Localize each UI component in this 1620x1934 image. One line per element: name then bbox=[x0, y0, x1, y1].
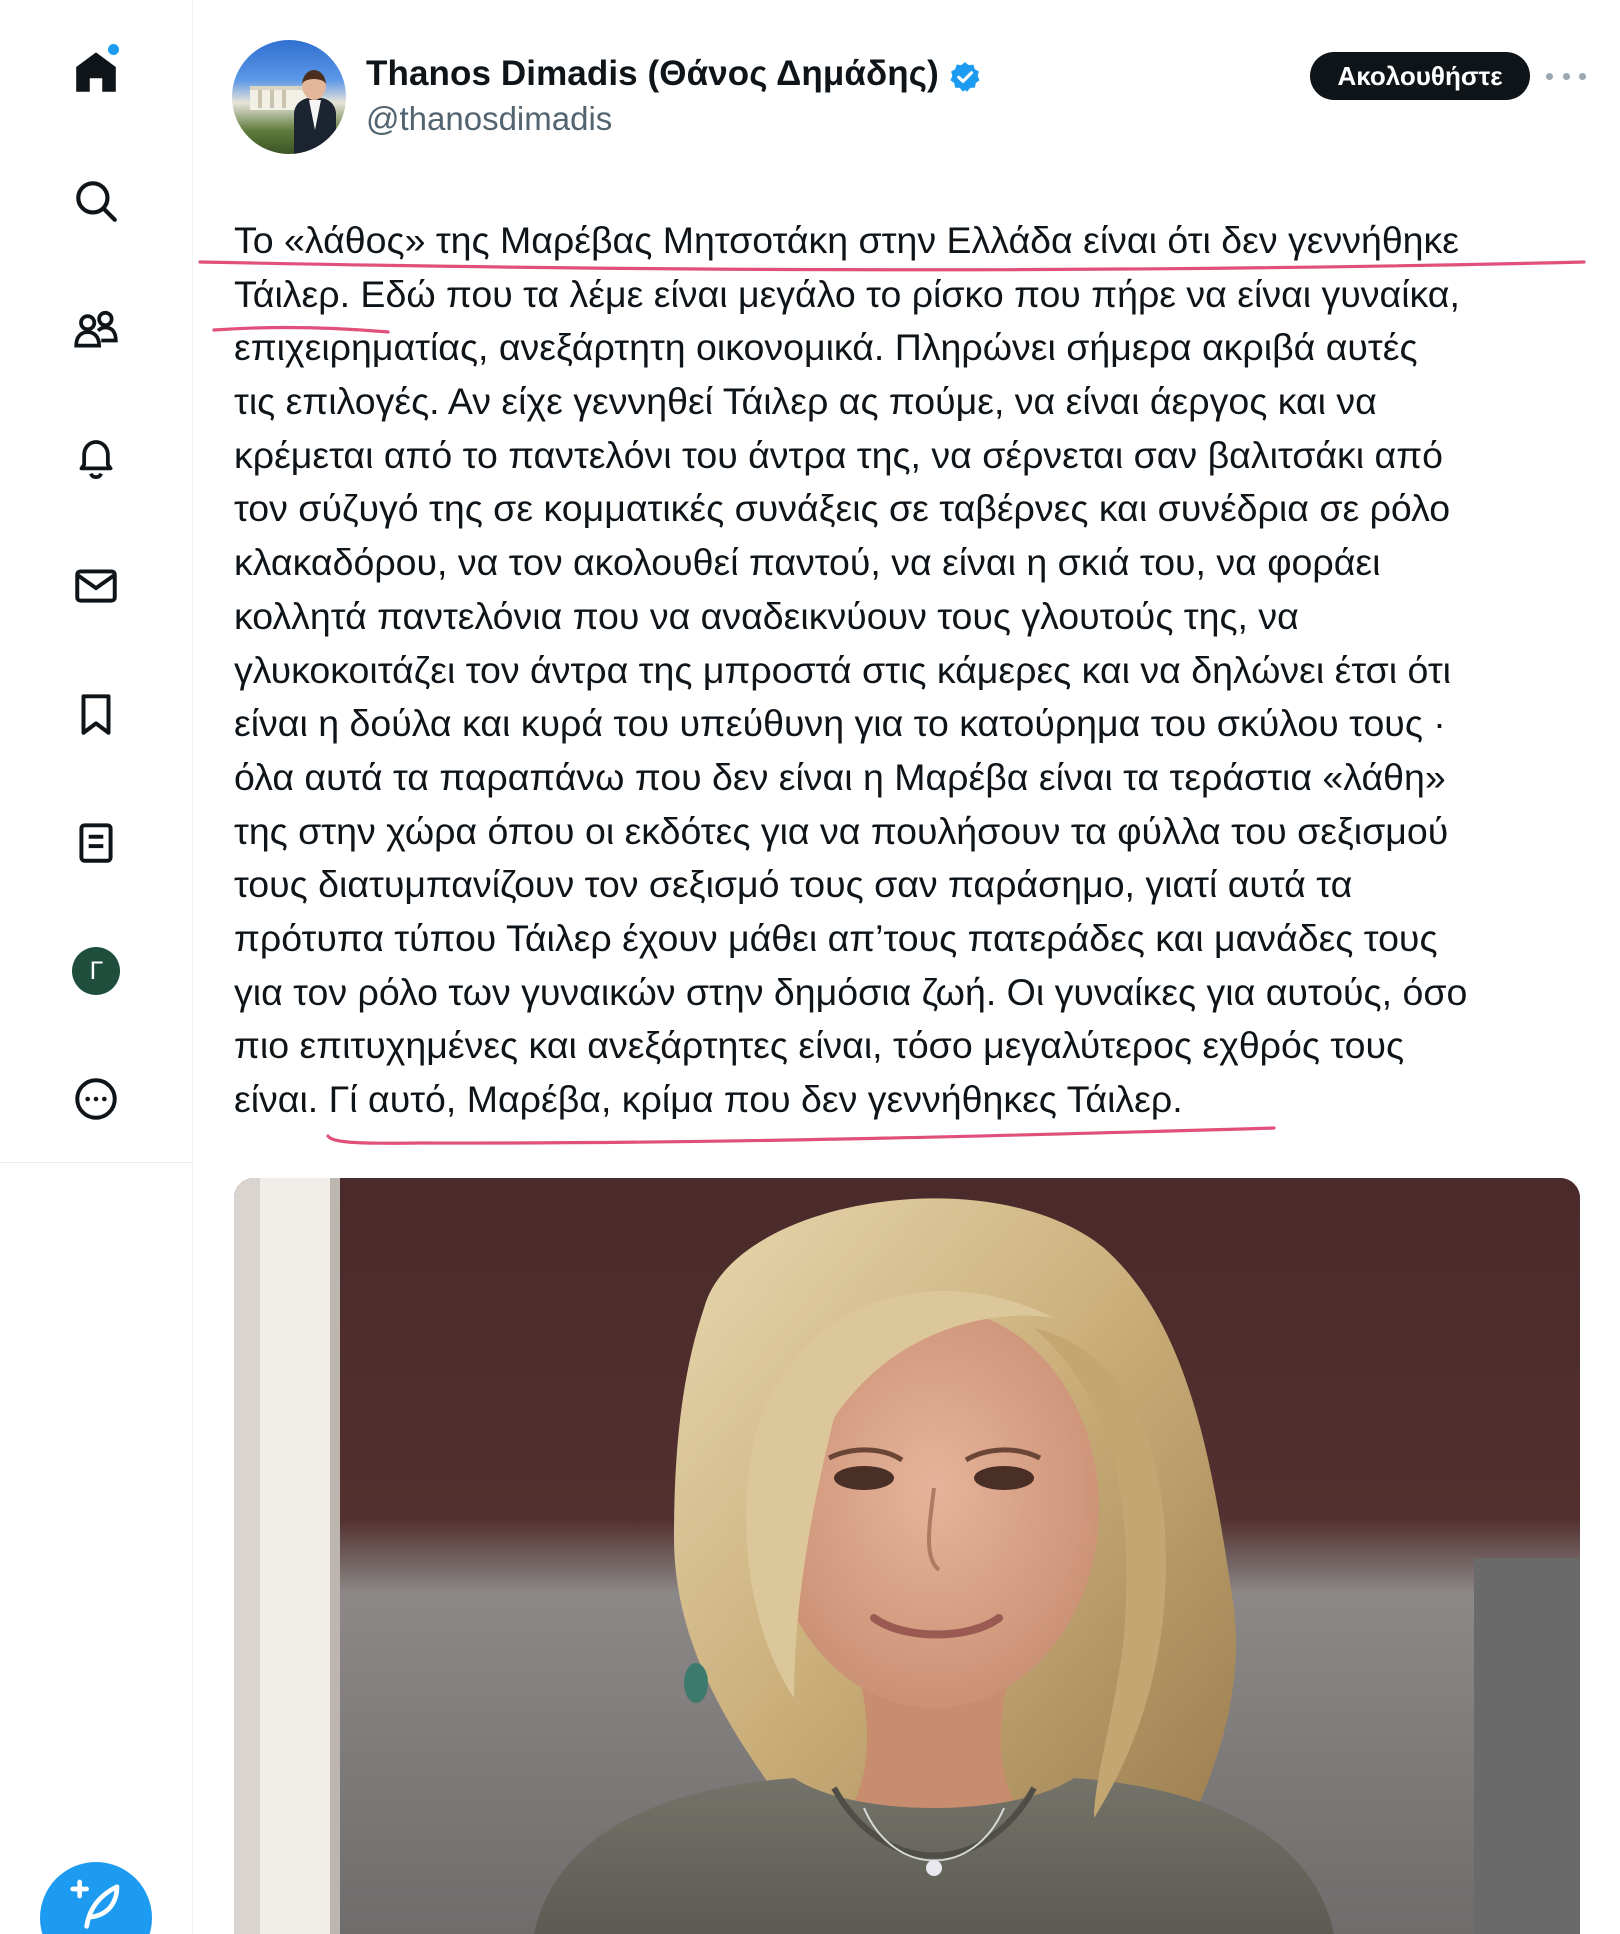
sidebar-item-bookmarks[interactable] bbox=[62, 680, 130, 748]
search-icon bbox=[71, 176, 121, 226]
post-text-line: πιο επιτυχημένες και ανεξάρτητες είναι, τόσο μεγαλύτερος εχθρός τους bbox=[234, 1024, 1405, 1067]
post-text-line: Τάιλερ. Εδώ που τα λέμε είναι μεγάλο το ρίσκο που πήρε να είναι γυναίκα, bbox=[234, 272, 1460, 315]
post-text-line: της στην χώρα όπου οι εκδότες για να πουλήσουν τα φύλλα του σεξισμού bbox=[234, 809, 1449, 852]
post-media-photo[interactable] bbox=[234, 1178, 1580, 1934]
compose-button[interactable] bbox=[40, 1862, 152, 1934]
bell-icon bbox=[71, 433, 121, 483]
sidebar-item-home[interactable] bbox=[62, 38, 130, 106]
underline-stroke bbox=[328, 1128, 1274, 1143]
post-text-line: τις επιλογές. Αν είχε γεννηθεί Τάιλερ ας πούμε, να είναι άεργος και να bbox=[234, 380, 1377, 423]
sidebar-divider bbox=[0, 1162, 193, 1163]
post-text-line: κρέμεται από το παντελόνι του άντρα της, να σέρνεται σαν βαλιτσάκι από bbox=[234, 433, 1443, 476]
post-text-line: για τον ρόλο των γυναικών στην δημόσια ζωή. Οι γυναίκες για αυτούς, όσο bbox=[234, 970, 1468, 1013]
sidebar-nav bbox=[0, 0, 193, 1934]
post-text-line: τον σύζυγό της σε κομματικές συνάξεις σε ταβέρνες και συνέδρια σε ρόλο bbox=[234, 487, 1451, 530]
author-name[interactable]: Thanos Dimadis (Θάνος Δημάδης) bbox=[366, 54, 939, 93]
avatar: Γ bbox=[72, 947, 120, 995]
post-text-line: όλα αυτά τα παραπάνω που δεν είναι η Μαρέβα είναι τα τεράστια «λάθη» bbox=[234, 755, 1446, 798]
post-text bbox=[234, 214, 1594, 1127]
post-text-line: πρότυπα τύπου Τάιλερ έχουν μάθει απ’τους πατεράδες και μανάδες τους bbox=[234, 916, 1438, 959]
more-dot-icon bbox=[1563, 73, 1570, 80]
people-icon bbox=[71, 304, 121, 354]
author-avatar[interactable] bbox=[232, 40, 346, 154]
sidebar-item-explore[interactable] bbox=[62, 167, 130, 235]
more-circle-icon bbox=[71, 1074, 121, 1124]
post-text-line: επιχειρηματίας, ανεξάρτητη οικονομικά. Πληρώνει σήμερα ακριβά αυτές bbox=[234, 326, 1418, 369]
bookmark-icon bbox=[71, 689, 121, 739]
feather-plus-icon bbox=[68, 1875, 124, 1931]
post-text-line: είναι. Γί αυτό, Μαρέβα, κρίμα που δεν γεννήθηκες Τάιλερ. bbox=[234, 1078, 1183, 1120]
follow-button[interactable]: Ακολουθήστε bbox=[1310, 52, 1530, 100]
post-more-button[interactable] bbox=[1546, 62, 1586, 90]
mail-icon bbox=[71, 561, 121, 611]
post-text-line: είναι η δούλα και κυρά του υπεύθυνη για το κατούρημα του σκύλου τους · bbox=[234, 702, 1446, 745]
more-dot-icon bbox=[1579, 73, 1586, 80]
sidebar-item-lists[interactable] bbox=[62, 809, 130, 877]
post-text-line: τους διατυμπανίζουν τον σεξισμό τους σαν παράσημο, γιατί αυτά τα bbox=[234, 863, 1353, 906]
post-text-line: κολλητά παντελόνια που να αναδεικνύουν τους γλουτούς της, να bbox=[234, 594, 1299, 637]
sidebar-item-communities[interactable] bbox=[62, 295, 130, 363]
sidebar-item-more[interactable] bbox=[62, 1065, 130, 1133]
notification-dot bbox=[108, 44, 119, 55]
sidebar-item-messages[interactable] bbox=[62, 552, 130, 620]
verified-badge-icon bbox=[948, 60, 982, 94]
post-text-line: κλακαδόρου, να τον ακολουθεί παντού, να είναι η σκιά του, να φοράει bbox=[234, 541, 1381, 584]
more-dot-icon bbox=[1546, 73, 1553, 80]
portrait-photo bbox=[234, 1178, 1580, 1934]
sidebar-item-profile[interactable] bbox=[62, 937, 130, 1005]
author-handle[interactable]: @thanosdimadis bbox=[366, 100, 613, 137]
post-text-line: γλυκοκοιτάζει τον άντρα της μπροστά στις κάμερες και να δηλώνει έτσι ότι bbox=[234, 648, 1451, 691]
list-icon bbox=[71, 818, 121, 868]
post-text-line: Το «λάθος» της Μαρέβας Μητσοτάκη στην Ελλάδα είναι ότι δεν γεννήθηκε bbox=[234, 219, 1459, 261]
sidebar-item-notifications[interactable] bbox=[62, 424, 130, 492]
